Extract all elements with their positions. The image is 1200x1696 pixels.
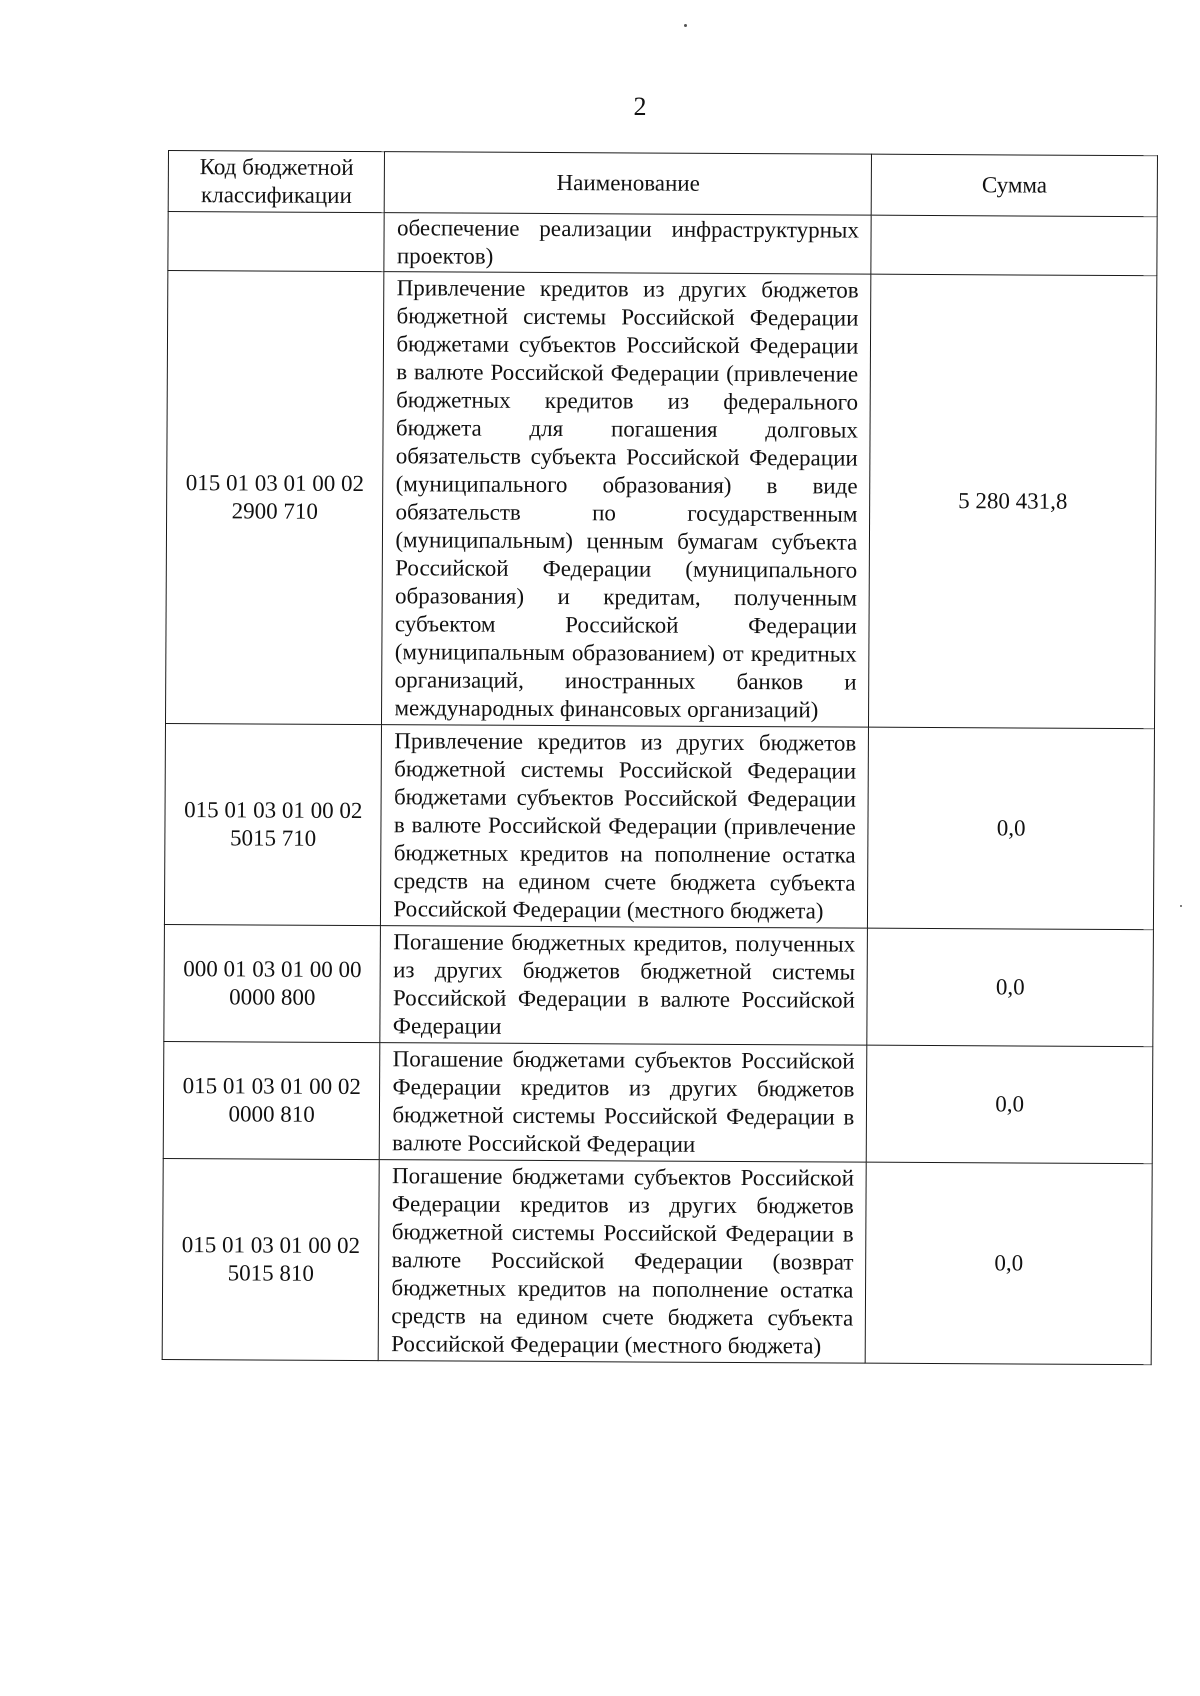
page-number: 2	[633, 92, 647, 121]
table-row	[168, 212, 1157, 276]
row-name: обеспечение реализации инфраструктурных проектов)	[384, 213, 871, 275]
row-code: 015 01 03 01 00 02 5015 710	[164, 723, 381, 925]
row-code: 015 01 03 01 00 02 5015 810	[162, 1158, 379, 1360]
row-sum: 0,0	[867, 1045, 1153, 1163]
row-name: Привлечение кредитов из других бюджетов бюджетной системы Российской Федерации бюджетами субъектов Российской Федерации в валюте Российской Федерации (привлечение бюджетных кредитов на пополнение остатка средств на едином счете бюджета субъекта Российской Федерации (местного бюджета)	[381, 725, 869, 929]
row-name: Погашение бюджетами субъектов Российской Федерации кредитов из других бюджетов бюджетной системы Российской Федерации в валюте Российской Федерации (возврат бюджетных кредитов на пополнение остатка средств на едином счете бюджета субъекта Российской Федерации (местного бюджета)	[379, 1160, 867, 1364]
row-sum: 0,0	[868, 727, 1155, 929]
row-name: Погашение бюджетных кредитов, полученных из других бюджетов бюджетной системы Российской Федерации в валюте Российской Федерации	[380, 926, 868, 1046]
row-name: Погашение бюджетами субъектов Российской Федерации кредитов из других бюджетов бюджетной системы Российской Федерации в валюте Российской Федерации	[380, 1043, 868, 1163]
budget-table	[162, 150, 1158, 1365]
row-name: Привлечение кредитов из других бюджетов бюджетной системы Российской Федерации бюджетами субъектов Российской Федерации в валюте Российской Федерации (привлечение бюджетных кредитов из федерального бюджета для погашения долговых обязательств субъекта Российской Федерации (муниципального образования) в виде обязательств по государственным (муниципальным) ценным бумагам субъекта Российской Федерации (муниципального образования) и кредитам, полученным субъектом Российской Федерации (муниципальным образованием) от кредитных организаций, иностранных банков и международных финансовых организаций)	[382, 272, 871, 728]
scan-artifact	[1180, 905, 1182, 907]
row-sum: 0,0	[865, 1162, 1152, 1364]
row-sum	[871, 215, 1157, 275]
table-row	[164, 723, 1154, 929]
table-row	[162, 1158, 1152, 1364]
row-code: 015 01 03 01 00 02 2900 710	[165, 271, 384, 725]
row-code: 000 01 03 01 00 00 0000 800	[164, 924, 381, 1042]
row-sum: 0,0	[867, 928, 1153, 1046]
table-header-row	[168, 151, 1157, 217]
header-name: Наименование	[385, 152, 872, 216]
header-sum: Сумма	[871, 154, 1157, 216]
header-code: Код бюджетной классификации	[168, 151, 385, 213]
row-code: 015 01 03 01 00 02 0000 810	[163, 1041, 380, 1159]
table-row	[164, 924, 1154, 1046]
scan-artifact	[684, 24, 687, 27]
table-row	[163, 1041, 1153, 1163]
row-sum: 5 280 431,8	[869, 274, 1157, 728]
table-row	[165, 271, 1156, 729]
row-code	[168, 212, 385, 272]
